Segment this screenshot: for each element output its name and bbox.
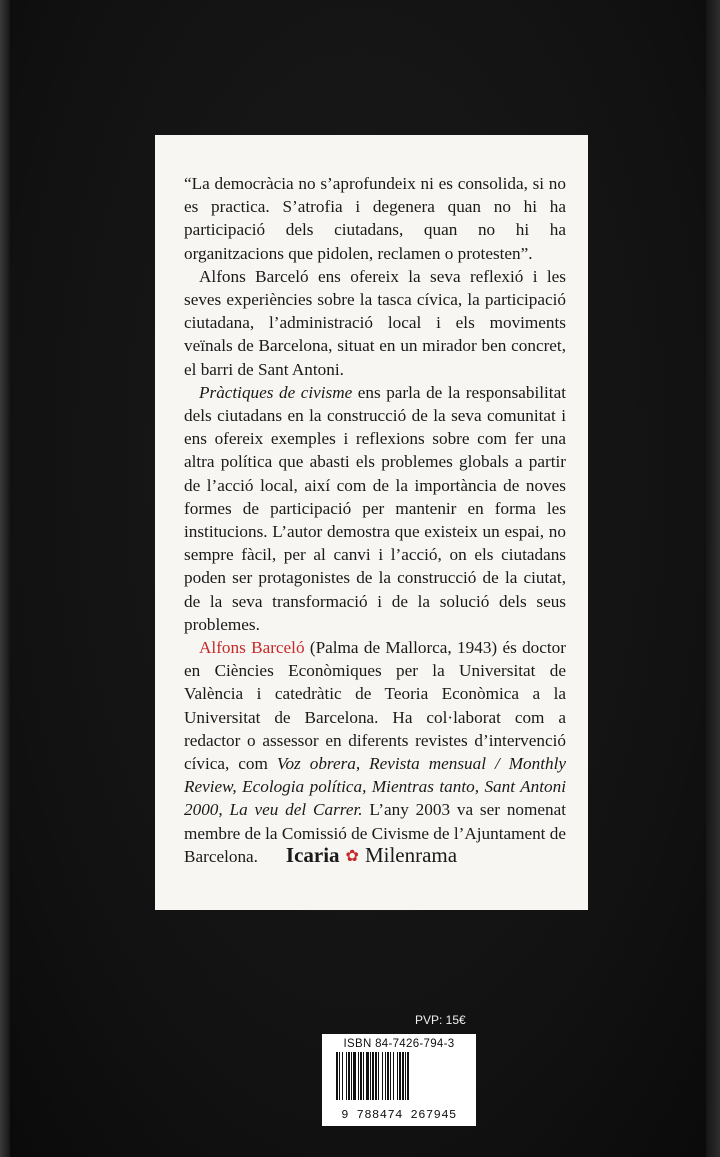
barcode-bar (372, 1052, 374, 1100)
publisher-name: Icaria (285, 843, 340, 867)
collection-name: Milenrama (364, 843, 458, 867)
publisher-brand (155, 843, 588, 868)
barcode-bar (339, 1052, 340, 1100)
barcode-bar (385, 1052, 386, 1100)
barcode-bar (348, 1052, 350, 1100)
author-name: Alfons Barceló (199, 638, 305, 658)
price-label: PVP: 15€ (415, 1013, 466, 1027)
book-title: Pràctiques de civisme (199, 382, 353, 402)
barcode-bar (358, 1052, 359, 1100)
bio-text-1: (Palma de Mallorca, 1943) és doctor en Ciències Econòmiques per la Universitat de València i catedràtic de Teoria Econòmica a la Universitat de Barcelona. Ha col·laborat com a redactor o assessor en diferents revistes d’intervenció cívica, com (184, 638, 566, 774)
barcode-bar (397, 1052, 398, 1100)
isbn-label: ISBN 84-7426-794-3 (343, 1038, 455, 1050)
barcode-bar (351, 1052, 352, 1100)
ean-digits: 9 788474 267945 (341, 1108, 457, 1122)
barcode-bar (346, 1052, 347, 1100)
quote-paragraph: “La democràcia no s’aprofundeix ni es consolida, si no es practica. S’atrofia i degenera quan no hi ha participació dels ciutadans, quan no hi ha organitzacions que pidolen, reclamen o protesten”. (184, 174, 566, 263)
barcode-bar (387, 1052, 389, 1100)
barcode-bar (382, 1052, 383, 1100)
bio-publications: Voz obrera, Revista mensual / Monthly Review, Ecologia política, Mientras tanto, Sant Antoni 2000, La veu del Carrer. (184, 754, 567, 820)
barcode-bar (360, 1052, 362, 1100)
barcode-bar (393, 1052, 394, 1100)
text-panel (155, 135, 588, 910)
barcode (336, 1052, 470, 1108)
flower-ornament-icon: ✿ (345, 848, 359, 865)
cover-right-edge (706, 0, 720, 1157)
barcode-bar (363, 1052, 364, 1100)
barcode-bar (407, 1052, 409, 1100)
summary-paragraph (184, 381, 566, 636)
cover-left-edge (0, 0, 10, 1157)
blurb-text (184, 172, 566, 868)
barcode-bar (342, 1052, 343, 1100)
barcode-bar (336, 1052, 338, 1100)
barcode-bar (399, 1052, 401, 1100)
barcode-bar (402, 1052, 404, 1100)
bio-text-2: L’any 2003 va ser nomenat membre de la Comissió de Civisme de l’Ajuntament de Barcelona. (184, 800, 566, 866)
summary-text: ens parla de la responsabilitat dels ciutadans en la construcció de la seva comunitat i ens ofereix exemples i reflexions sobre com fer una altra política que abasti els problemes globals a partir de l’acció local, així com de la importància de noves formes de participació per mantenir en forma les institucions. L’autor demostra que existeix un espai, no sempre fàcil, per al canvi i l’acció, on els ciutadans poden ser protagonistes de la construcció de la ciutat, de la seva transformació i de la solució dels seus problemes. (184, 382, 566, 634)
barcode-bar (370, 1052, 371, 1100)
isbn-barcode-box (322, 1034, 476, 1126)
barcode-bar (378, 1052, 379, 1100)
barcode-bar (390, 1052, 391, 1100)
barcode-bar (405, 1052, 406, 1100)
barcode-bar (353, 1052, 356, 1100)
author-bio-paragraph (184, 636, 566, 868)
barcode-bar (366, 1052, 369, 1100)
intro-paragraph: Alfons Barceló ens ofereix la seva reflexió i les seves experiències sobre la tasca cívica, la participació ciutadana, l’administració local i els moviments veïnals de Barcelona, situat en un mirador ben concret, el barri de Sant Antoni. (184, 266, 566, 379)
barcode-bar (375, 1052, 377, 1100)
